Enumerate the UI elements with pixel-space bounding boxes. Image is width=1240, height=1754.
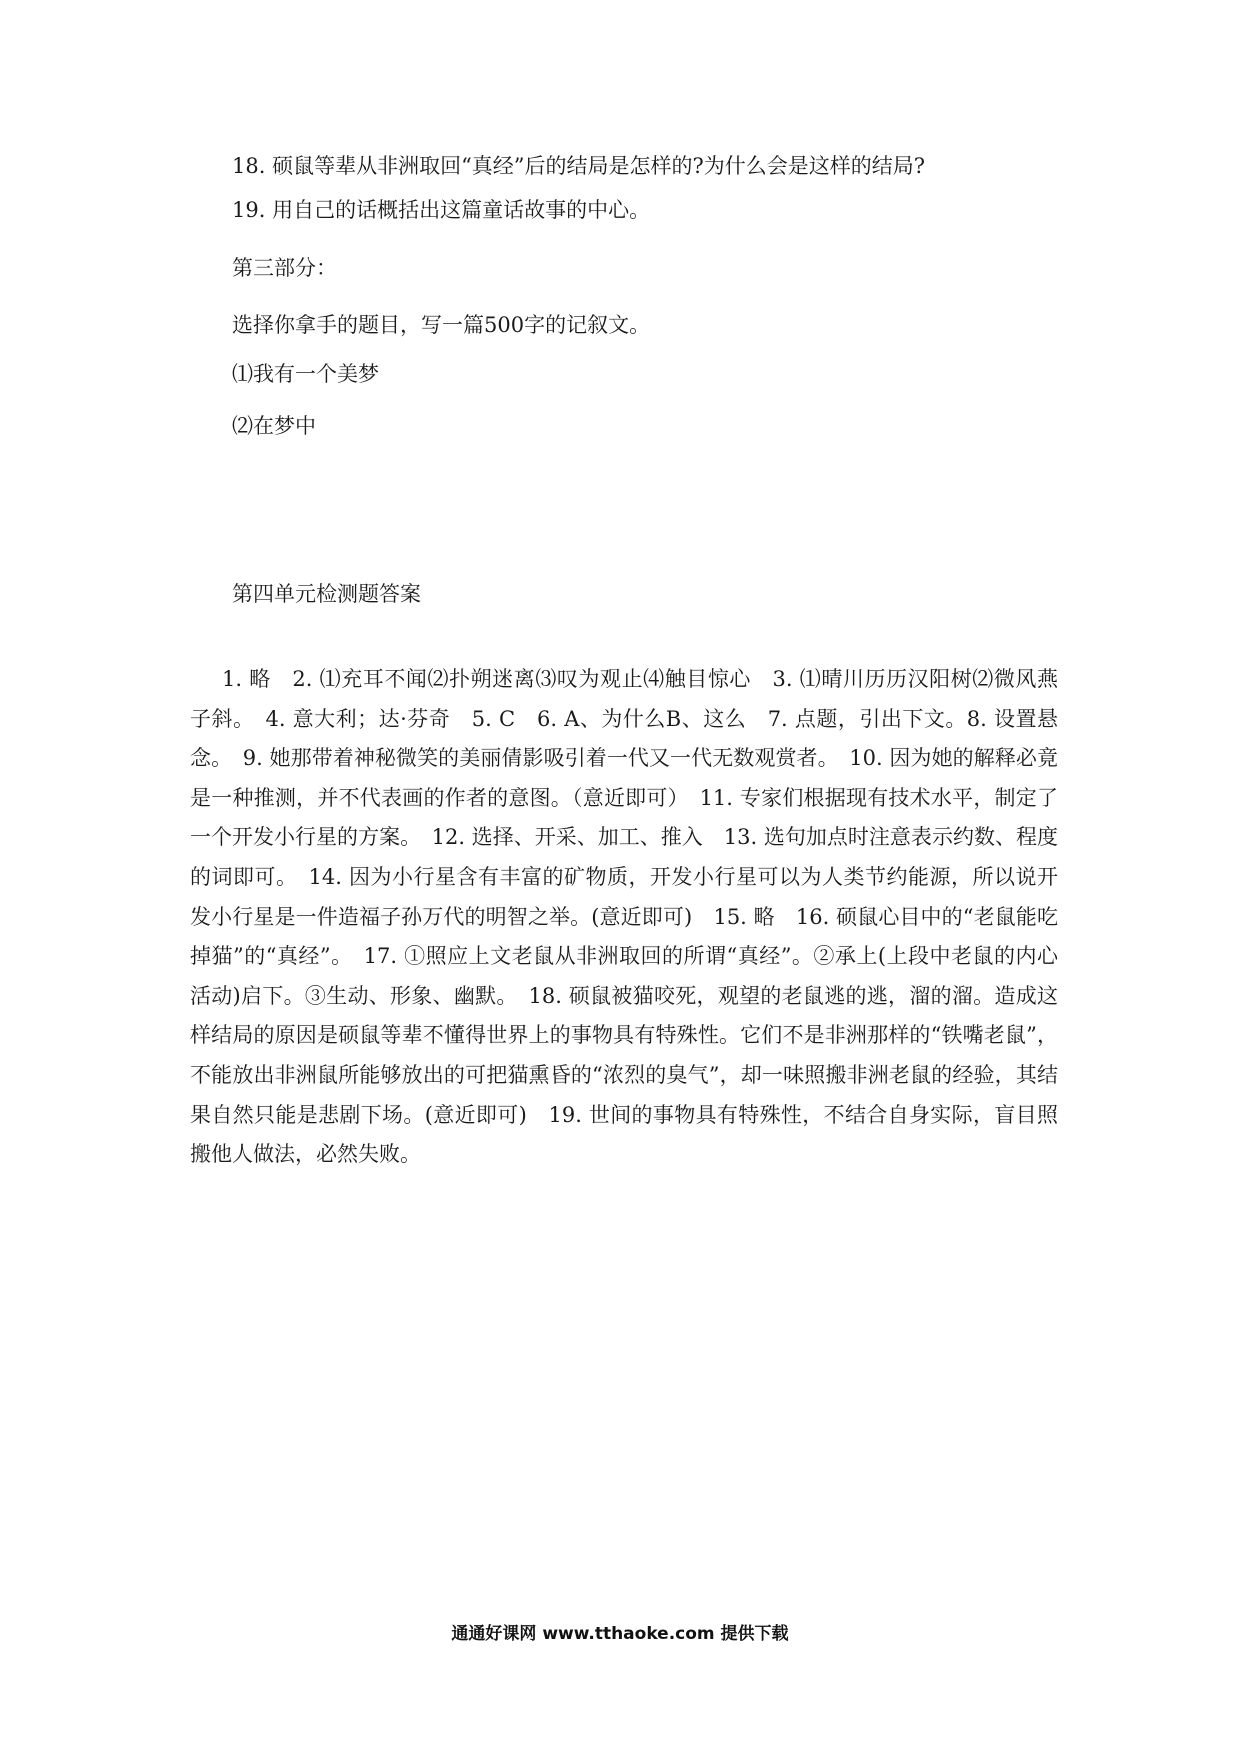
question-18: 18. 硕鼠等辈从非洲取回“真经”后的结局是怎样的?为什么会是这样的结局? bbox=[232, 154, 926, 178]
answers-block bbox=[190, 660, 1058, 1175]
part3-heading: 第三部分： bbox=[232, 256, 337, 280]
question-19: 19. 用自己的话概括出这篇童话故事的中心。 bbox=[232, 198, 651, 222]
answers-body: 1. 略 2. ⑴充耳不闻⑵扑朔迷离⑶叹为观止⑷触目惊心 3. ⑴晴川历历汉阳树⑵微风燕子斜。 4. 意大利；达·芬奇 5. C 6. A、为什么B、这么 7. 点题，引出下文。8. 设置悬念。 9. 她那带着神秘微笑的美丽倩影吸引着一代又一代无数观赏者。 10. 因为她的解释必竟是一种推测，并不代表画的作者的意图。（意近即可） 11. 专家们根据现有技术水平，制定了一个开发小行星的方案。 12. 选择、开采、加工、推入 13. 选句加点时注意表示约数、程度的词即可。 14. 因为小行星含有丰富的矿物质，开发小行星可以为人类节约能源，所以说开发小行星是一件造福子孙万代的明智之举。(意近即可) 15. 略 16. 硕鼠心目中的“老鼠能吃掉猫”的“真经”。 17. ①照应上文老鼠从非洲取回的所谓“真经”。②承上(上段中老鼠的内心活动)启下。③生动、形象、幽默。 18. 硕鼠被猫咬死，观望的老鼠逃的逃，溜的溜。造成这样结局的原因是硕鼠等辈不懂得世界上的事物具有特殊性。它们不是非洲那样的“铁嘴老鼠”，不能放出非洲鼠所能够放出的可把猫熏昏的“浓烈的臭气”，却一味照搬非洲老鼠的经验，其结果自然只能是悲剧下场。(意近即可) 19. 世间的事物具有特殊性，不结合自身实际，盲目照搬他人做法，必然失败。 bbox=[190, 667, 1058, 1167]
footer-credit: 通通好课网 www.tthaoke.com 提供下载 bbox=[451, 1624, 789, 1644]
part3-topic-1: ⑴我有一个美梦 bbox=[232, 362, 379, 386]
part3-instruction: 选择你拿手的题目，写一篇500字的记叙文。 bbox=[232, 313, 651, 337]
part3-topic-2: ⑵在梦中 bbox=[232, 414, 316, 438]
answers-heading: 第四单元检测题答案 bbox=[232, 582, 421, 606]
